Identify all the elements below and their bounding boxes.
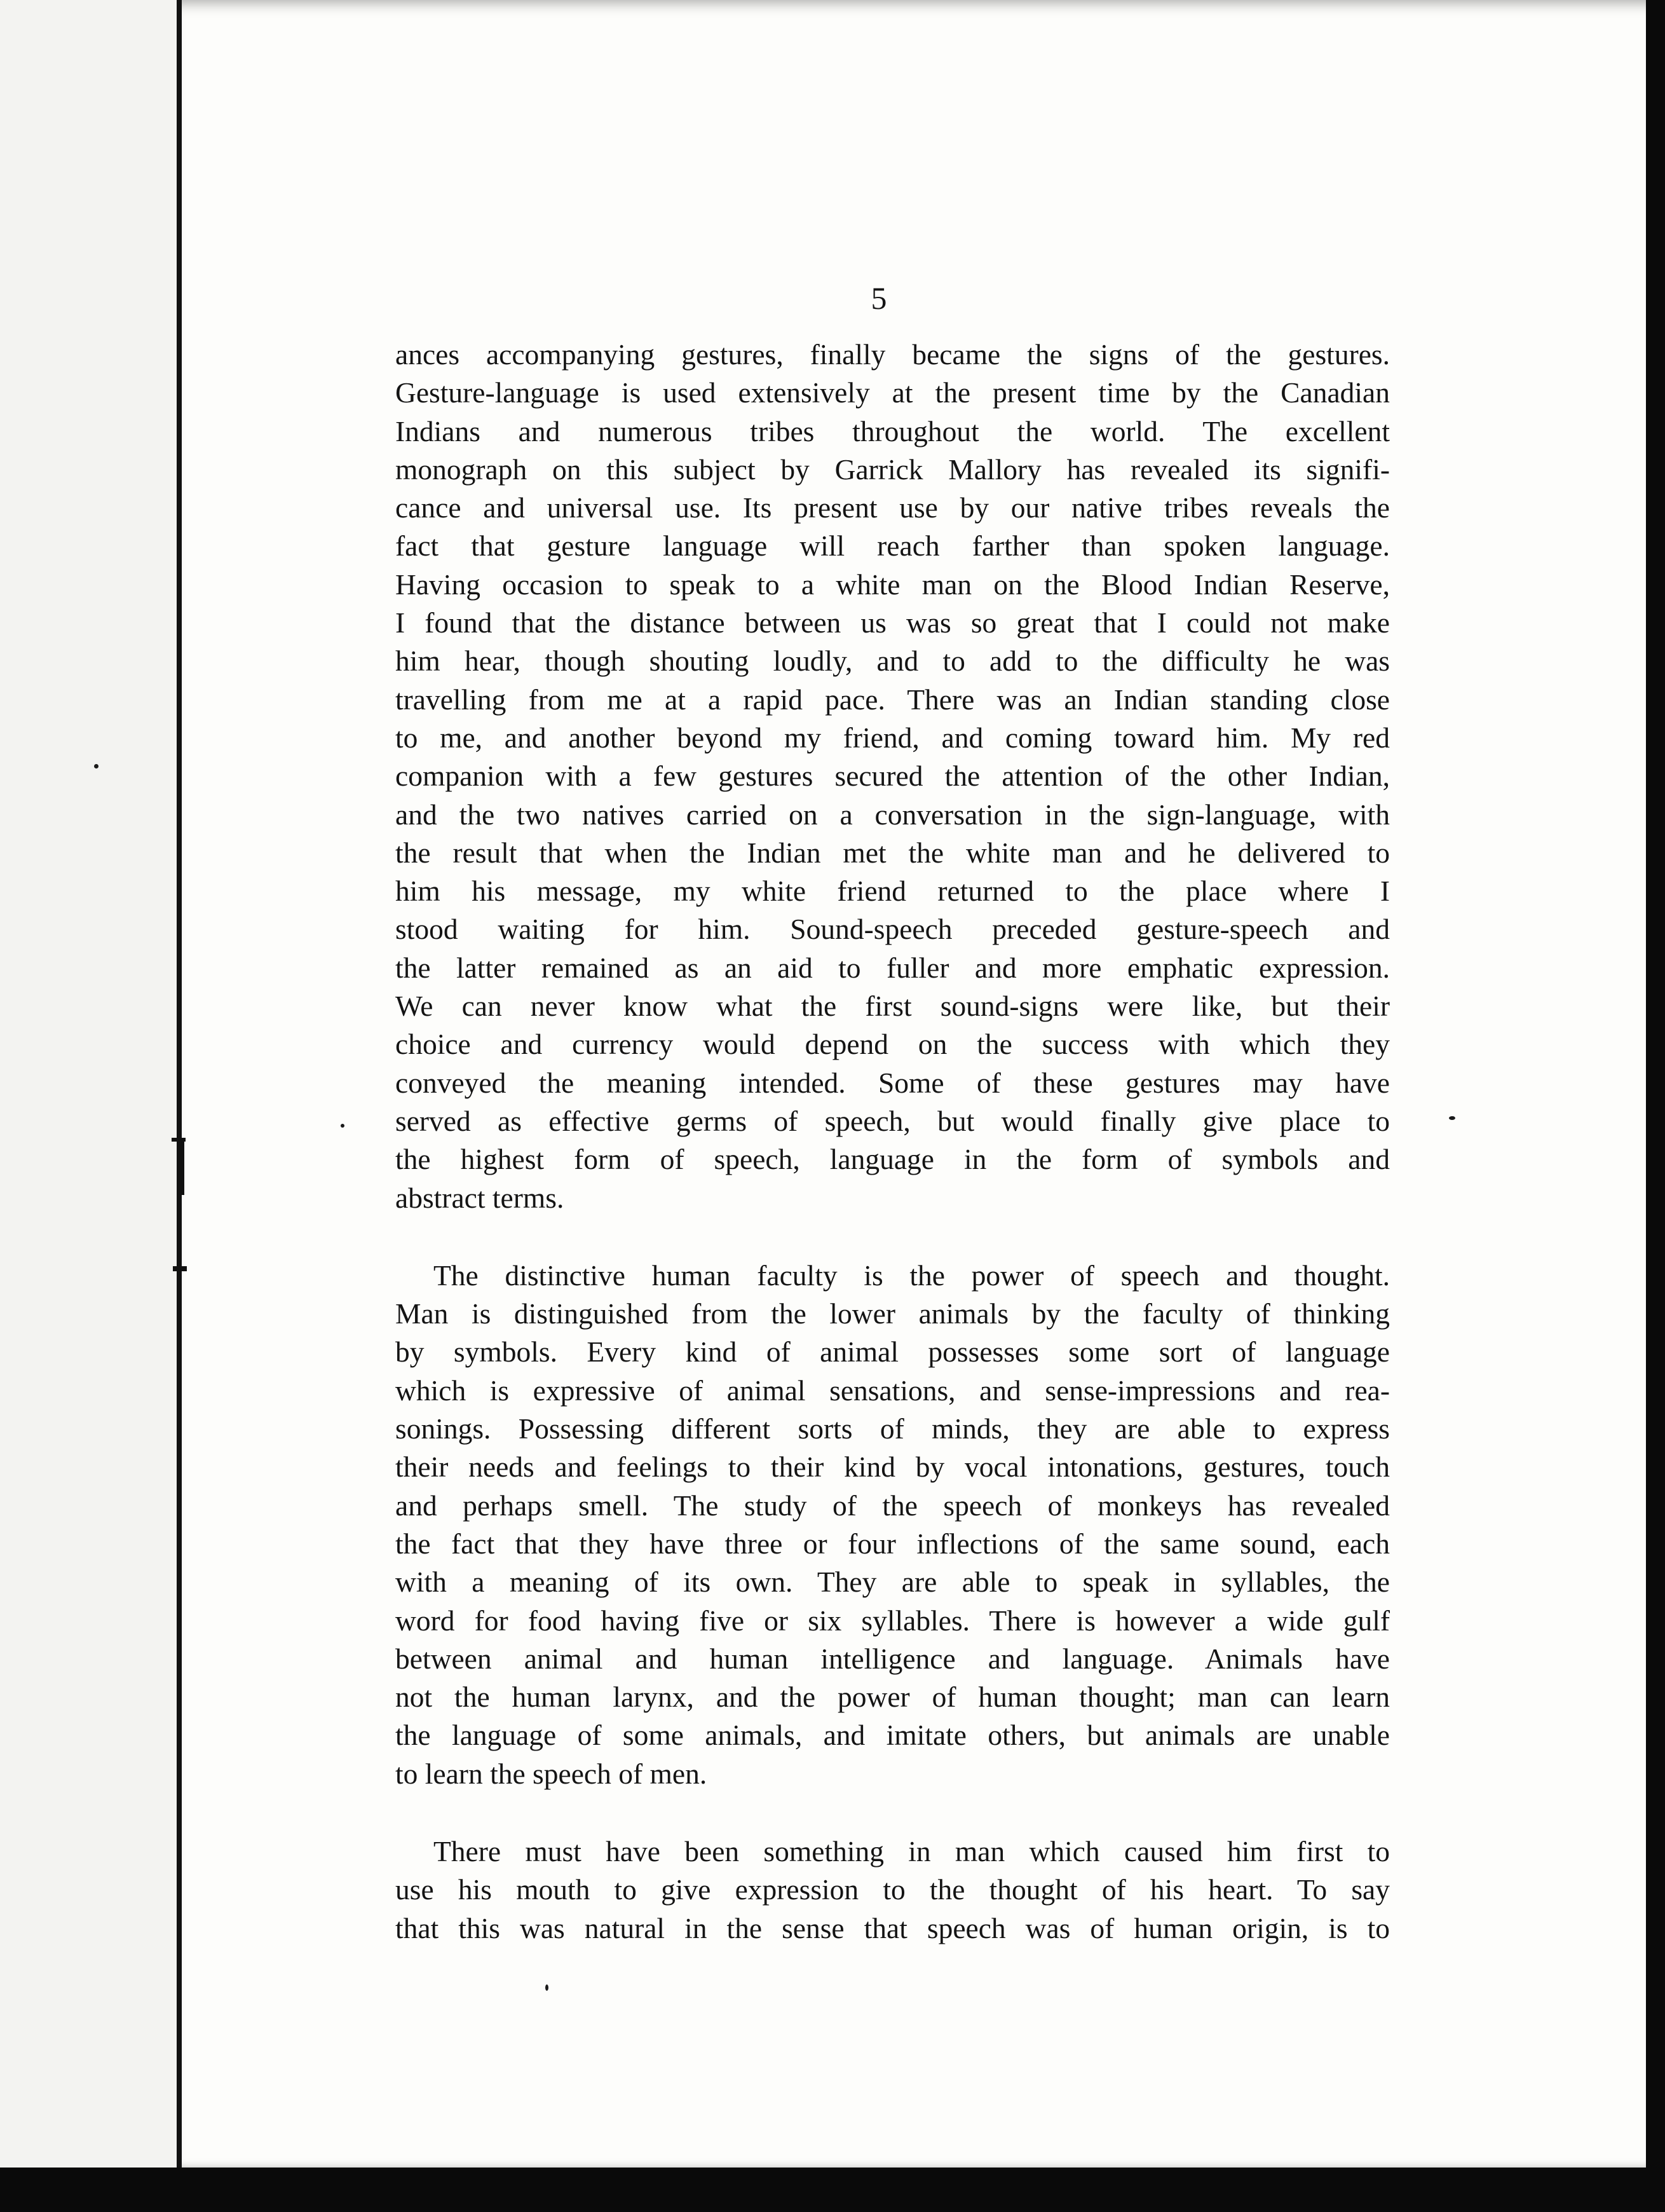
text-line: their needs and feelings to their kind by vocal intonations, gestures, touch [395,1451,1390,1484]
text-line: I found that the distance between us was so great that I could not make [395,606,1390,639]
text-line: Having occasion to speak to a white man on the Blood Indian Reserve, [395,568,1390,601]
text-line: choice and currency would depend on the success with which they [395,1028,1390,1061]
text-line: served as effective germs of speech, but would finally give place to [395,1104,1390,1137]
body-text [395,336,1390,1948]
text-line: with a meaning of its own. They are able to speak in syllables, the [395,1566,1390,1599]
scan-speck [545,1984,548,1991]
text-line: conveyed the meaning intended. Some of these gestures may have [395,1066,1390,1099]
paragraph-spacing [395,1217,1390,1257]
text-line: fact that gesture language will reach farther than spoken language. [395,529,1390,563]
scan-speck [94,764,99,768]
text-line: Man is distinguished from the lower animals by the faculty of thinking [395,1297,1390,1330]
text-line: companion with a few gestures secured the attention of the other Indian, [395,760,1390,793]
text-line: travelling from me at a rapid pace. There was an Indian standing close [395,683,1390,716]
text-line: between animal and human intelligence and language. Animals have [395,1642,1390,1675]
paragraph [395,336,1390,1217]
text-line: the fact that they have three or four inflections of the same sound, each [395,1527,1390,1560]
text-line: the latter remained as an aid to fuller and more emphatic expression. [395,951,1390,984]
text-line: the result that when the Indian met the white man and he delivered to [395,836,1390,869]
left-margin [0,0,179,2168]
text-line: ances accompanying gestures, finally became the signs of the gestures. [395,338,1390,371]
text-line: monograph on this subject by Garrick Mallory has revealed its signifi- [395,453,1390,486]
margin-tick-mark [180,1138,184,1195]
text-line: to me, and another beyond my friend, and coming toward him. My red [395,721,1390,754]
scan-border-right [1646,0,1665,2212]
text-line: sonings. Possessing different sorts of minds, they are able to express [395,1412,1390,1445]
text-line: to learn the speech of men. [395,1757,707,1790]
text-line: that this was natural in the sense that speech was of human origin, is to [395,1911,1390,1944]
text-line: cance and universal use. Its present use by our native tribes reveals the [395,491,1390,524]
binding-edge [177,0,182,2168]
margin-tick-mark [173,1266,187,1271]
page-number: 5 [871,280,887,316]
text-line: by symbols. Every kind of animal possesses some sort of language [395,1335,1390,1369]
text-line: stood waiting for him. Sound-speech preceded gesture-speech and [395,913,1390,946]
text-line: Indians and numerous tribes throughout the world. The excellent [395,414,1390,447]
text-line: not the human larynx, and the power of human thought; man can learn [395,1681,1390,1714]
scan-speck [1449,1116,1455,1120]
text-line: word for food having five or six syllables. There is however a wide gulf [395,1604,1390,1637]
text-line: him his message, my white friend returned to the place where I [395,875,1390,908]
scan-border-bottom [0,2168,1665,2212]
paragraph [395,1257,1390,1793]
text-line: Gesture-language is used extensively at the present time by the Canadian [395,376,1390,409]
text-line: the language of some animals, and imitate others, but animals are unable [395,1719,1390,1752]
scan-speck [341,1124,344,1128]
text-line: and perhaps smell. The study of the speech of monkeys has revealed [395,1489,1390,1522]
text-line: The distinctive human faculty is the power of speech and thought. [433,1259,1390,1292]
paragraph-spacing [395,1793,1390,1833]
text-line: and the two natives carried on a conversation in the sign-language, with [395,798,1390,831]
text-line: which is expressive of animal sensations, and sense-impressions and rea- [395,1374,1390,1407]
text-line: use his mouth to give expression to the thought of his heart. To say [395,1873,1390,1906]
text-line: the highest form of speech, language in the form of symbols and [395,1143,1390,1176]
text-line: We can never know what the first sound-signs were like, but their [395,990,1390,1023]
text-line: abstract terms. [395,1181,564,1214]
paragraph [395,1833,1390,1948]
text-line: him hear, though shouting loudly, and to add to the difficulty he was [395,645,1390,678]
text-line: There must have been something in man which caused him first to [433,1834,1390,1867]
